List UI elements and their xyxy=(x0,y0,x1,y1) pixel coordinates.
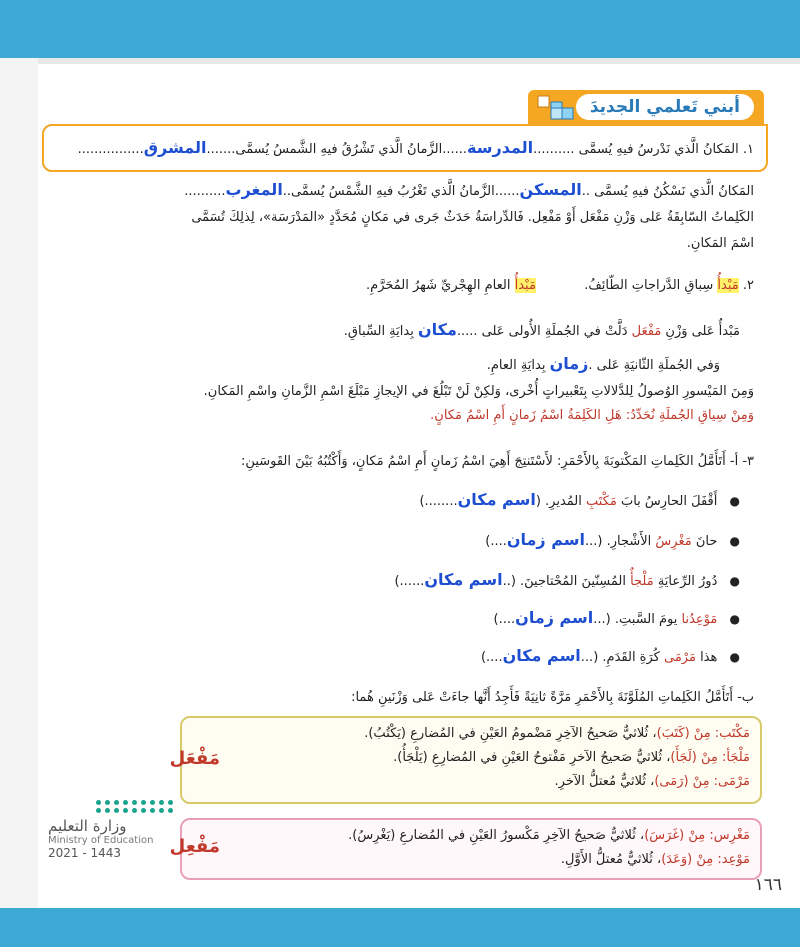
rule-text: ، ثُلاثيٌّ صَحيحُ الآخِرِ مَضْمومُ العَيْنِ في المُضارعِ (يَكْتُبُ). xyxy=(364,726,657,741)
ministry-name-en: Ministry of Education xyxy=(48,835,154,846)
item-red-word: مَلْجأٌ xyxy=(630,574,654,589)
s1-l2-text-b: ......الزَّمانُ الَّذي تَغْرُبُ فيهِ الشَّمْسُ يُسمَّى.. xyxy=(282,184,520,199)
item-answer: اسم زمان xyxy=(506,530,585,549)
item-text: حانَ xyxy=(691,534,718,549)
s1-line1 xyxy=(42,138,754,160)
list-item xyxy=(42,608,740,630)
s2-p2-b: بِدايَةِ العامِ. xyxy=(486,358,550,373)
cubes-icon xyxy=(536,94,576,122)
s2-ex2-text: العامِ الهِجْريِّ شَهرُ المُحَرَّمِ. xyxy=(366,278,515,293)
rule-text: ، ثُلاثيٌّ مُعتلُّ الأَوَّلِ. xyxy=(560,852,662,867)
answer-school: المدرسة xyxy=(467,138,534,157)
rule-red: مَكْتَب: مِنْ (كَتَبَ) xyxy=(656,726,750,741)
edition-years: 2021 - 1443 xyxy=(48,846,122,860)
s2-p4: وَمِنْ سِياقِ الجُملَةِ نُحَدِّدُ: هَلِ الكَلِمَةُ اسْمُ زَمانٍ أَمِ اسْمُ مَكانٍ. xyxy=(430,408,754,423)
rule-line xyxy=(192,824,750,848)
rule-box-mafil xyxy=(180,818,762,880)
rule-text: ، ثُلاثيٌّ صَحيحُ الآخِرِ مَكْسورُ العَيْنِ في المُضارعِ (يَغْرِسُ). xyxy=(348,828,645,843)
item-red-word: مَرْمَى xyxy=(664,650,696,665)
item-answer: اسم مكان xyxy=(424,570,503,589)
rule-text: ، ثُلاثيٌّ مُعتلُّ الآخرِ. xyxy=(554,774,655,789)
rule-box-mafal xyxy=(180,716,762,804)
item-answer: اسم مكان xyxy=(502,646,581,665)
s2-p1 xyxy=(42,320,740,342)
s1-l2-text-a: المَكانُ الَّذي نَسْكُنُ فيهِ يُسمَّى .. xyxy=(581,184,754,199)
item-answer: اسم مكان xyxy=(457,490,536,509)
s2-number: ٢. xyxy=(742,278,754,293)
s1-line4: اسْمَ المَكانِ. xyxy=(686,236,754,251)
item-text: المُسِنّينَ المُحْتاجينَ. (.. xyxy=(502,574,631,589)
s1-l1-tail: ................ xyxy=(77,142,144,157)
item-answer: اسم زمان xyxy=(515,608,594,627)
answer-place: مكان xyxy=(417,320,457,339)
item-text: هذا xyxy=(695,650,718,665)
pattern-label-mafal: مَفْعَل xyxy=(169,748,220,769)
rule-line xyxy=(192,770,750,794)
item-red-word: مَوْعِدُنا xyxy=(681,612,718,627)
rule-line xyxy=(192,746,750,770)
section-title: أبني تَعلمي الجديدَ xyxy=(576,94,754,120)
s2-p1-a: مَبْدأٌ عَلى وَزْنِ xyxy=(661,324,740,339)
item-text: أَقْفَلَ الحارِسُ بابَ xyxy=(616,494,718,509)
item-red-word: مَكْتَبِ xyxy=(585,494,617,509)
s2-p1-red: مَفْعَل xyxy=(631,324,662,339)
s1-line2 xyxy=(42,180,754,202)
s2-examples xyxy=(42,276,754,296)
top-banner xyxy=(0,0,800,58)
answer-home: المسكن xyxy=(519,180,582,199)
item-text: دُورُ الرِّعايَةِ xyxy=(653,574,718,589)
rule-red: مَغْرِس: مِنْ (غَرَسَ) xyxy=(644,828,750,843)
ministry-name-ar: وزارة التعليم xyxy=(48,817,127,835)
list-item xyxy=(42,570,740,592)
s2-p2 xyxy=(42,354,720,376)
s1-line3: الكَلِماتُ السّابِقَةُ عَلى وَزْنِ مَفْعَل أَوْ مَفْعِل. فَالدِّراسَةُ حَدَثٌ جَرى في مَكانٍ مُحَدَّدٍ «المَدْرَسَة»، لِذلِكَ تُسَمَّى xyxy=(191,210,754,225)
rule-red: مَرْمَى: مِنْ (رَمَى) xyxy=(654,774,750,789)
answer-time: زمان xyxy=(549,354,589,373)
list-item xyxy=(42,530,740,552)
item-text: المُديرِ. ( xyxy=(535,494,586,509)
list-item xyxy=(42,646,740,668)
item-text: الأَشْجارِ. (... xyxy=(584,534,656,549)
answer-east: المشرق xyxy=(143,138,207,157)
bottom-banner xyxy=(0,908,800,947)
item-text: كُرَةِ القَدَمِ. (... xyxy=(580,650,664,665)
s2-p1-c: بِدايَةِ السِّباقِ. xyxy=(343,324,418,339)
page-number: ١٦٦ xyxy=(754,875,782,895)
s2-p2-a: وَفي الجُملَةِ الثّانيَةِ عَلى . xyxy=(588,358,720,373)
item-text: ......) xyxy=(394,574,425,589)
s3-b-intro: ب- أَتَأَمَّلُ الكَلِماتِ المُلَوَّنَةَ بِالأَحْمَرِ مَرَّةً ثانِيَةً فَأَجِدُ أَنَّها جاءَتْ عَلى وَزْنَينِ هُما: xyxy=(351,690,754,705)
rule-red: مَلْجَأ: مِنْ (لَجَأَ) xyxy=(670,750,750,765)
section-title-tab xyxy=(528,90,764,126)
rule-red: مَوْعِد: مِنْ (وَعَدَ) xyxy=(661,852,750,867)
item-text: ....) xyxy=(493,612,516,627)
s2-ex1-text: سِباقِ الدَّراجاتِ الطّائِفُ. xyxy=(584,278,718,293)
item-text: ....) xyxy=(480,650,503,665)
s2-ex1-highlight: مَبْدأُ xyxy=(717,278,739,293)
item-text: يومَ السَّبتِ. (... xyxy=(593,612,682,627)
s3-intro: ٣- أ- أَتَأَمَّلُ الكَلِماتِ المَكْتوبَةَ بِالأَحْمَرِ: لأَسْتَنتِجَ أَهِيَ اسْمُ زَمانٍ أَمِ اسْمُ مَكانٍ، وَأَكْتُبُهُ بَيْنَ القَوسَينِ: xyxy=(241,454,754,469)
ministry-logo xyxy=(48,800,168,860)
pattern-label-mafil: مَفْعِل xyxy=(169,836,220,857)
item-red-word: مَغْرِسُ xyxy=(655,534,692,549)
s2-p3: وَمِنَ المَيْسورِ الوُصولُ لِلدَّلالاتِ بِتَعْبيراتٍ أُخْرى، وَلكِنْ لَنْ تَبْلُغَ في الإيجازِ مَبْلَغَ اسْمِ الزَّمانِ واسْمِ المَكانِ. xyxy=(203,384,754,399)
left-margin xyxy=(0,58,38,908)
s2-p1-b: دَلَّتْ في الجُملَةِ الأُولى عَلى ..... xyxy=(456,324,632,339)
s1-l1-text-a: ١. المَكانُ الَّذي نَدْرسُ فيهِ يُسمَّى .......... xyxy=(533,142,754,157)
rule-text: ، ثُلاثيٌّ صَحيحُ الآخرِ مَفْتوحُ العَيْنِ في المُضارِعِ (يَلْجَأُ). xyxy=(393,750,671,765)
s2-ex2-highlight: مَبْدأُ xyxy=(514,278,536,293)
s1-l2-tail: .......... xyxy=(184,184,226,199)
item-text: ....) xyxy=(485,534,507,549)
rule-line xyxy=(192,848,750,872)
item-text: ........) xyxy=(419,494,458,509)
logo-dots-icon xyxy=(96,800,168,813)
rule-line xyxy=(192,722,750,746)
answer-west: المغرب xyxy=(225,180,283,199)
list-item xyxy=(42,490,740,512)
s1-l1-text-b: ......الزَّمانُ الَّذي تَشْرُقُ فيهِ الشَّمسُ يُسمَّى....... xyxy=(206,142,468,157)
